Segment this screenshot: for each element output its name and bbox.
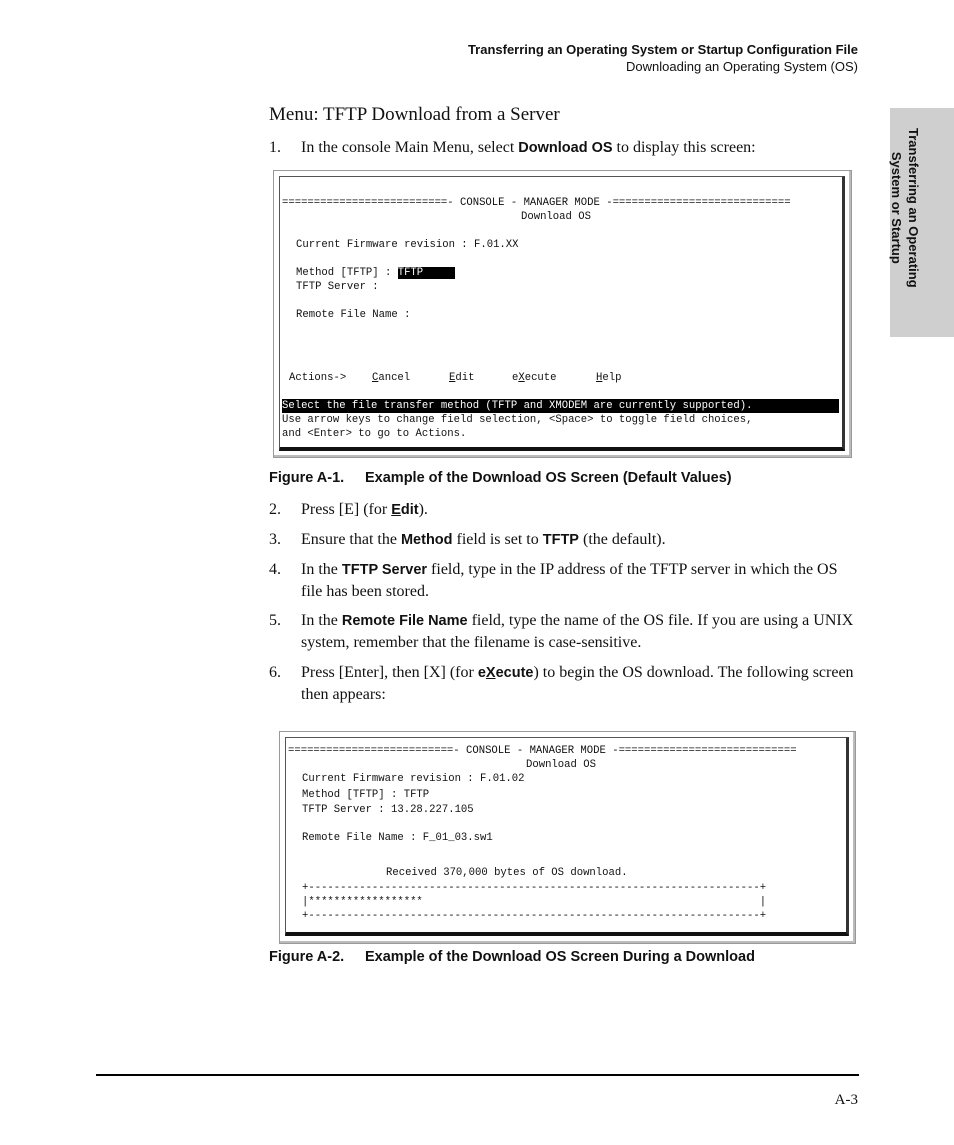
console-subtitle: Download OS (521, 211, 591, 223)
firmware-revision: Current Firmware revision : F.01.XX (296, 239, 519, 251)
status-line: Select the file transfer method (TFTP and XMODEM are currently supported). (282, 399, 839, 413)
step-number: 3. (269, 531, 281, 548)
hotkey-letter: X (485, 665, 496, 681)
command-name: dit (400, 502, 419, 518)
tftp-server-field[interactable]: TFTP Server : (296, 281, 379, 293)
progress-bar-bottom: +-----------------------------------------------------------------------+ (302, 910, 767, 922)
figure-label: Figure A-2. (269, 949, 345, 965)
text: Ensure that the (301, 531, 401, 548)
console-screen-default (273, 170, 852, 458)
field-name: Remote File Name (341, 613, 468, 629)
step-text (301, 559, 861, 602)
download-status: Received 370,000 bytes of OS download. (386, 867, 628, 879)
step-number: 4. (269, 561, 281, 578)
command-name-part: e (477, 665, 486, 681)
figure-caption-1 (269, 470, 732, 486)
section-side-tab (890, 108, 954, 337)
action-execute[interactable]: eXecute (512, 372, 557, 384)
menu-option-name: Download OS (518, 140, 613, 156)
method-field[interactable] (296, 266, 455, 280)
step-number: 1. (269, 139, 281, 156)
step-text (301, 529, 861, 551)
step-text (301, 610, 861, 653)
step-number: 6. (269, 664, 281, 681)
progress-bar: |****************** | (302, 896, 767, 908)
running-header-subtitle: Downloading an Operating System (OS) (626, 59, 858, 74)
footer-rule (96, 1074, 859, 1076)
console-frame (285, 737, 849, 936)
action-cancel[interactable]: Cancel (372, 372, 411, 384)
console-screen-downloading (279, 731, 856, 944)
step-number: 5. (269, 612, 281, 629)
help-line-1: Use arrow keys to change field selection, <Space> to toggle field choices, (282, 414, 753, 426)
step-number: 2. (269, 501, 281, 518)
field-value: TFTP (542, 532, 579, 548)
text: Press [E] (for (301, 501, 392, 518)
text: In the (301, 612, 342, 629)
section-title: Menu: TFTP Download from a Server (269, 104, 560, 125)
actions-label: Actions-> (289, 372, 347, 384)
hotkey-letter: E (391, 502, 401, 518)
text: Press [Enter], then [X] (for (301, 664, 478, 681)
text: In the console Main Menu, select (301, 139, 519, 156)
step-text (301, 662, 861, 705)
console-subtitle: Download OS (526, 759, 596, 771)
figure-text: Example of the Download OS Screen (Default Values) (365, 470, 732, 486)
method-value[interactable]: TFTP (397, 267, 455, 279)
tftp-server-field: TFTP Server : 13.28.227.105 (302, 804, 474, 816)
help-line-2: and <Enter> to go to Actions. (282, 428, 467, 440)
progress-bar-top: +-----------------------------------------------------------------------+ (302, 882, 767, 894)
console-title-line: ==========================- CONSOLE - MANAGER MODE -============================ (282, 197, 791, 209)
text: field, type in the IP address of the TFTP server in which the OS file has been stored. (301, 561, 838, 600)
text: (the default). (578, 531, 666, 548)
figure-caption-2 (269, 949, 755, 965)
side-tab-label (888, 128, 922, 288)
text: In the (301, 561, 342, 578)
side-tab-line2: System or Startup (889, 151, 904, 264)
text: ) to begin the OS download. The following screen then appears: (301, 664, 854, 703)
text: ). (418, 501, 428, 518)
side-tab-line1: Transferring an Operating (906, 128, 921, 288)
text: field, type the name of the OS file. If you are using a UNIX system, remember that the filename is case-sensitive. (301, 612, 854, 651)
figure-label: Figure A-1. (269, 470, 345, 486)
remote-file-name-field[interactable]: Remote File Name : (296, 309, 411, 321)
text: field is set to (452, 531, 543, 548)
method-label: Method [TFTP] : (296, 267, 398, 279)
remote-file-name-field: Remote File Name : F_01_03.sw1 (302, 832, 493, 844)
text: to display this screen: (612, 139, 756, 156)
step-text (301, 499, 861, 521)
console-title-line: ==========================- CONSOLE - MANAGER MODE -============================ (288, 745, 797, 757)
field-name: TFTP Server (341, 562, 428, 578)
method-field: Method [TFTP] : TFTP (302, 789, 430, 801)
action-edit[interactable]: Edit (449, 372, 475, 384)
action-help[interactable]: Help (596, 372, 622, 384)
running-header-title: Transferring an Operating System or Startup Configuration File (467, 42, 858, 57)
command-name-part: ecute (495, 665, 534, 681)
figure-text: Example of the Download OS Screen During a Download (365, 949, 755, 965)
firmware-revision: Current Firmware revision : F.01.02 (302, 773, 525, 785)
console-frame (279, 176, 845, 451)
page-number: A-3 (834, 1092, 858, 1108)
field-name: Method (400, 532, 453, 548)
step-text (301, 137, 861, 159)
